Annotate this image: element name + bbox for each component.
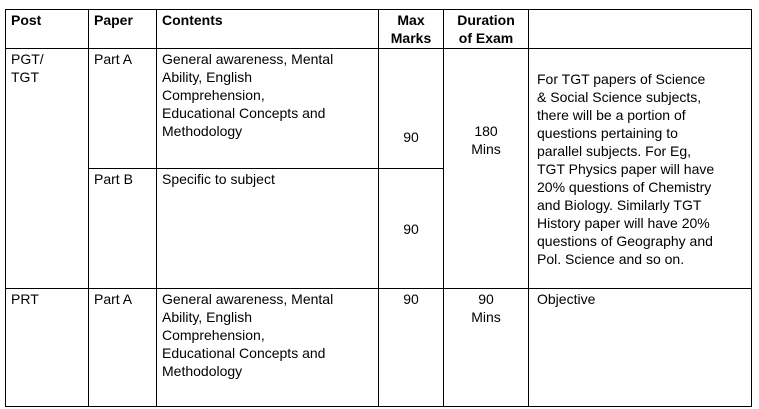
remarks-line: there will be a portion of: [537, 106, 686, 123]
duration-prt-line-2: Mins: [471, 309, 501, 325]
contents-line: Methodology: [162, 123, 243, 139]
header-max-marks-line-2: Marks: [390, 30, 432, 46]
header-post: Post: [6, 10, 89, 49]
cell-marks-pgt-part-b: [379, 169, 444, 289]
table-row-prt: [6, 289, 752, 407]
marks-pgt-part-a: 90: [403, 129, 419, 145]
duration-pgt-line-1: 180: [474, 123, 498, 139]
contents-line: Ability, English: [162, 69, 253, 85]
remarks-line: questions pertaining to: [537, 124, 678, 141]
exam-pattern-table-wrapper: [5, 9, 752, 407]
remarks-line: Pol. Science and so on.: [537, 250, 685, 267]
cell-post-pgt: [6, 49, 89, 289]
contents-line: Educational Concepts and: [162, 105, 326, 121]
table-row-pgt-part-a: [6, 49, 752, 169]
contents-line: General awareness, Mental: [162, 291, 334, 307]
duration-pgt-line-2: Mins: [471, 141, 501, 157]
cell-marks-prt: 90: [379, 289, 444, 407]
cell-paper-pgt-part-b: Part B: [89, 169, 157, 289]
header-duration: [444, 10, 529, 49]
post-pgt-line-1: PGT/: [11, 51, 44, 67]
header-row: [6, 10, 752, 49]
remarks-line: 20% questions of Chemistry: [537, 178, 712, 195]
remarks-line: TGT Physics paper will have: [537, 160, 715, 177]
header-contents: Contents: [157, 10, 379, 49]
cell-post-prt: PRT: [6, 289, 89, 407]
cell-duration-pgt: [444, 49, 529, 289]
remarks-line: History paper will have 20%: [537, 214, 710, 231]
cell-contents-prt: [157, 289, 379, 407]
contents-line: General awareness, Mental: [162, 51, 334, 67]
remarks-line: & Social Science subjects,: [537, 88, 702, 105]
header-duration-line-1: Duration: [457, 12, 515, 28]
cell-paper-pgt-part-a: Part A: [89, 49, 157, 169]
remarks-line: parallel subjects. For Eg,: [537, 142, 692, 159]
header-remarks: [529, 10, 752, 49]
exam-pattern-table: [5, 9, 752, 407]
cell-remarks-prt: Objective: [529, 289, 752, 407]
cell-marks-pgt-part-a: [379, 49, 444, 169]
remarks-line: For TGT papers of Science: [537, 70, 706, 87]
remarks-line: and Biology. Similarly TGT: [537, 196, 702, 213]
header-paper: Paper: [89, 10, 157, 49]
contents-line: Comprehension,: [162, 327, 265, 343]
contents-line: Ability, English: [162, 309, 253, 325]
marks-pgt-part-b: 90: [403, 220, 419, 237]
header-duration-line-2: of Exam: [458, 30, 514, 46]
contents-line: Educational Concepts and: [162, 345, 326, 361]
header-max-marks-line-1: Max: [397, 12, 425, 28]
post-pgt-line-2: TGT: [11, 69, 39, 85]
cell-contents-pgt-part-b: Specific to subject: [157, 169, 379, 289]
remarks-line: questions of Geography and: [537, 232, 713, 249]
header-max-marks: [379, 10, 444, 49]
cell-remarks-pgt: [529, 49, 752, 289]
cell-paper-prt: Part A: [89, 289, 157, 407]
cell-contents-pgt-part-a: [157, 49, 379, 169]
contents-line: Comprehension,: [162, 87, 265, 103]
duration-prt-line-1: 90: [478, 291, 494, 307]
contents-line: Methodology: [162, 363, 243, 379]
cell-duration-prt: [444, 289, 529, 407]
